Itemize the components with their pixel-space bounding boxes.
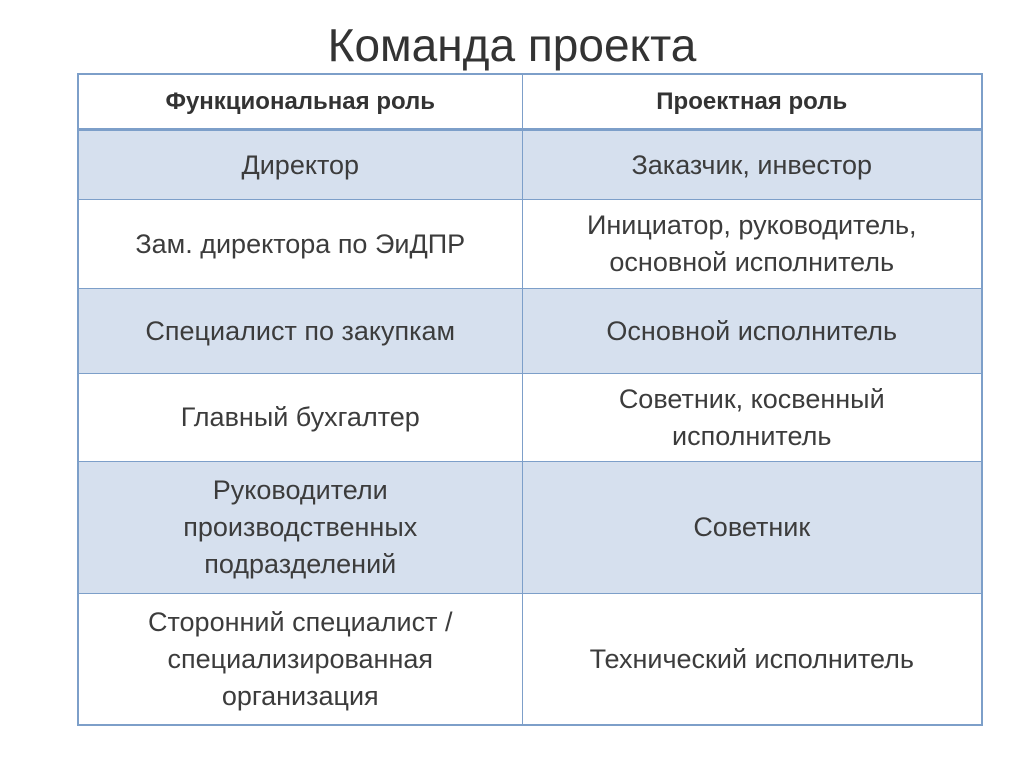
project-role-cell [522,594,982,726]
table-row [78,200,982,289]
table-row [78,374,982,462]
functional-role-text: Главный бухгалтер [180,402,420,432]
project-role-text: Советник [693,512,811,542]
project-role-cell [522,200,982,289]
project-role-text: Технический исполнитель [589,643,914,674]
functional-role-cell [78,200,522,289]
table-row [78,130,982,200]
header-functional-role: Функциональная роль [78,74,522,130]
project-role-cell [522,130,982,200]
functional-role-text: Руководители производственных подразделений [183,475,418,579]
table-row [78,462,982,594]
project-role-cell [522,462,982,594]
table-row [78,289,982,374]
slide-title: Команда проекта [327,19,697,71]
functional-role-cell [78,289,522,374]
table-row [78,594,982,726]
project-role-text: Инициатор, руководитель, основной исполнитель [586,210,917,277]
functional-role-cell [78,130,522,200]
functional-role-text: Директор [241,149,360,180]
project-role-cell [522,374,982,462]
functional-role-cell [78,594,522,726]
project-role-text: Основной исполнитель [606,315,898,346]
project-role-cell [522,289,982,374]
functional-role-cell [78,462,522,594]
project-role-text: Заказчик, инвестор [631,149,873,180]
header-project-role: Проектная роль [522,74,982,130]
functional-role-text: Зам. директора по ЭиДПР [135,228,466,259]
functional-role-cell [78,374,522,462]
table-header-row [78,74,982,130]
functional-role-text: Специалист по закупкам [145,315,456,346]
project-role-text: Советник, косвенный исполнитель [618,383,885,451]
project-team-table [77,73,983,726]
functional-role-text: Сторонний специалист / специализированная организация [147,606,453,711]
